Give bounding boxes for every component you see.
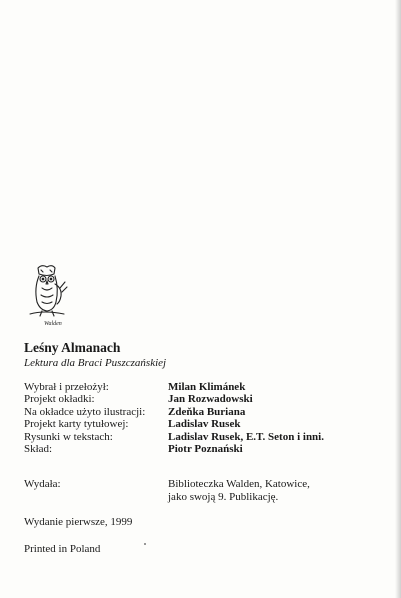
owl-walden-logo-icon (24, 262, 70, 328)
credit-name: Zdeňka Buriana (168, 405, 246, 418)
credit-row (24, 393, 324, 405)
book-subtitle: Lektura dla Braci Puszczańskiej (24, 357, 167, 369)
publisher-label: Wydała: (24, 478, 61, 490)
edition-note: Wydanie pierwsze, 1999 (24, 516, 133, 528)
credit-role: Projekt okładki: (24, 393, 95, 406)
credit-name: Ladislav Rusek (168, 418, 241, 431)
credit-name: Piotr Poznański (168, 443, 243, 456)
publisher-line: Biblioteczka Walden, Katowice, (168, 478, 310, 490)
credit-row (24, 418, 324, 430)
credit-role: Rysunki w tekstach: (24, 430, 113, 443)
credit-row (24, 381, 324, 393)
credit-row (24, 431, 324, 443)
scan-speck (144, 543, 146, 545)
credits-list (24, 381, 324, 455)
page-edge-shadow (395, 0, 401, 598)
logo-signature: Walden (44, 321, 62, 327)
credit-role: Wybrał i przełożył: (24, 381, 109, 393)
credit-role: Skład: (24, 443, 53, 456)
credit-role: Na okładce użyto ilustracji: (24, 405, 146, 418)
credit-name: Milan Klimánek (168, 381, 246, 393)
credit-row (24, 443, 324, 455)
credit-name: Jan Rozwadowski (168, 393, 253, 406)
credit-row (24, 406, 324, 418)
publisher-block (24, 478, 310, 504)
book-title: Leśny Almanach (24, 340, 121, 355)
credit-role: Projekt karty tytułowej: (24, 418, 129, 431)
publisher-text (168, 478, 310, 504)
credit-name: Ladislav Rusek, E.T. Seton i inni. (168, 430, 324, 443)
printed-in-note: Printed in Poland (24, 543, 101, 555)
publisher-line: jako swoją 9. Publikację. (168, 491, 279, 503)
